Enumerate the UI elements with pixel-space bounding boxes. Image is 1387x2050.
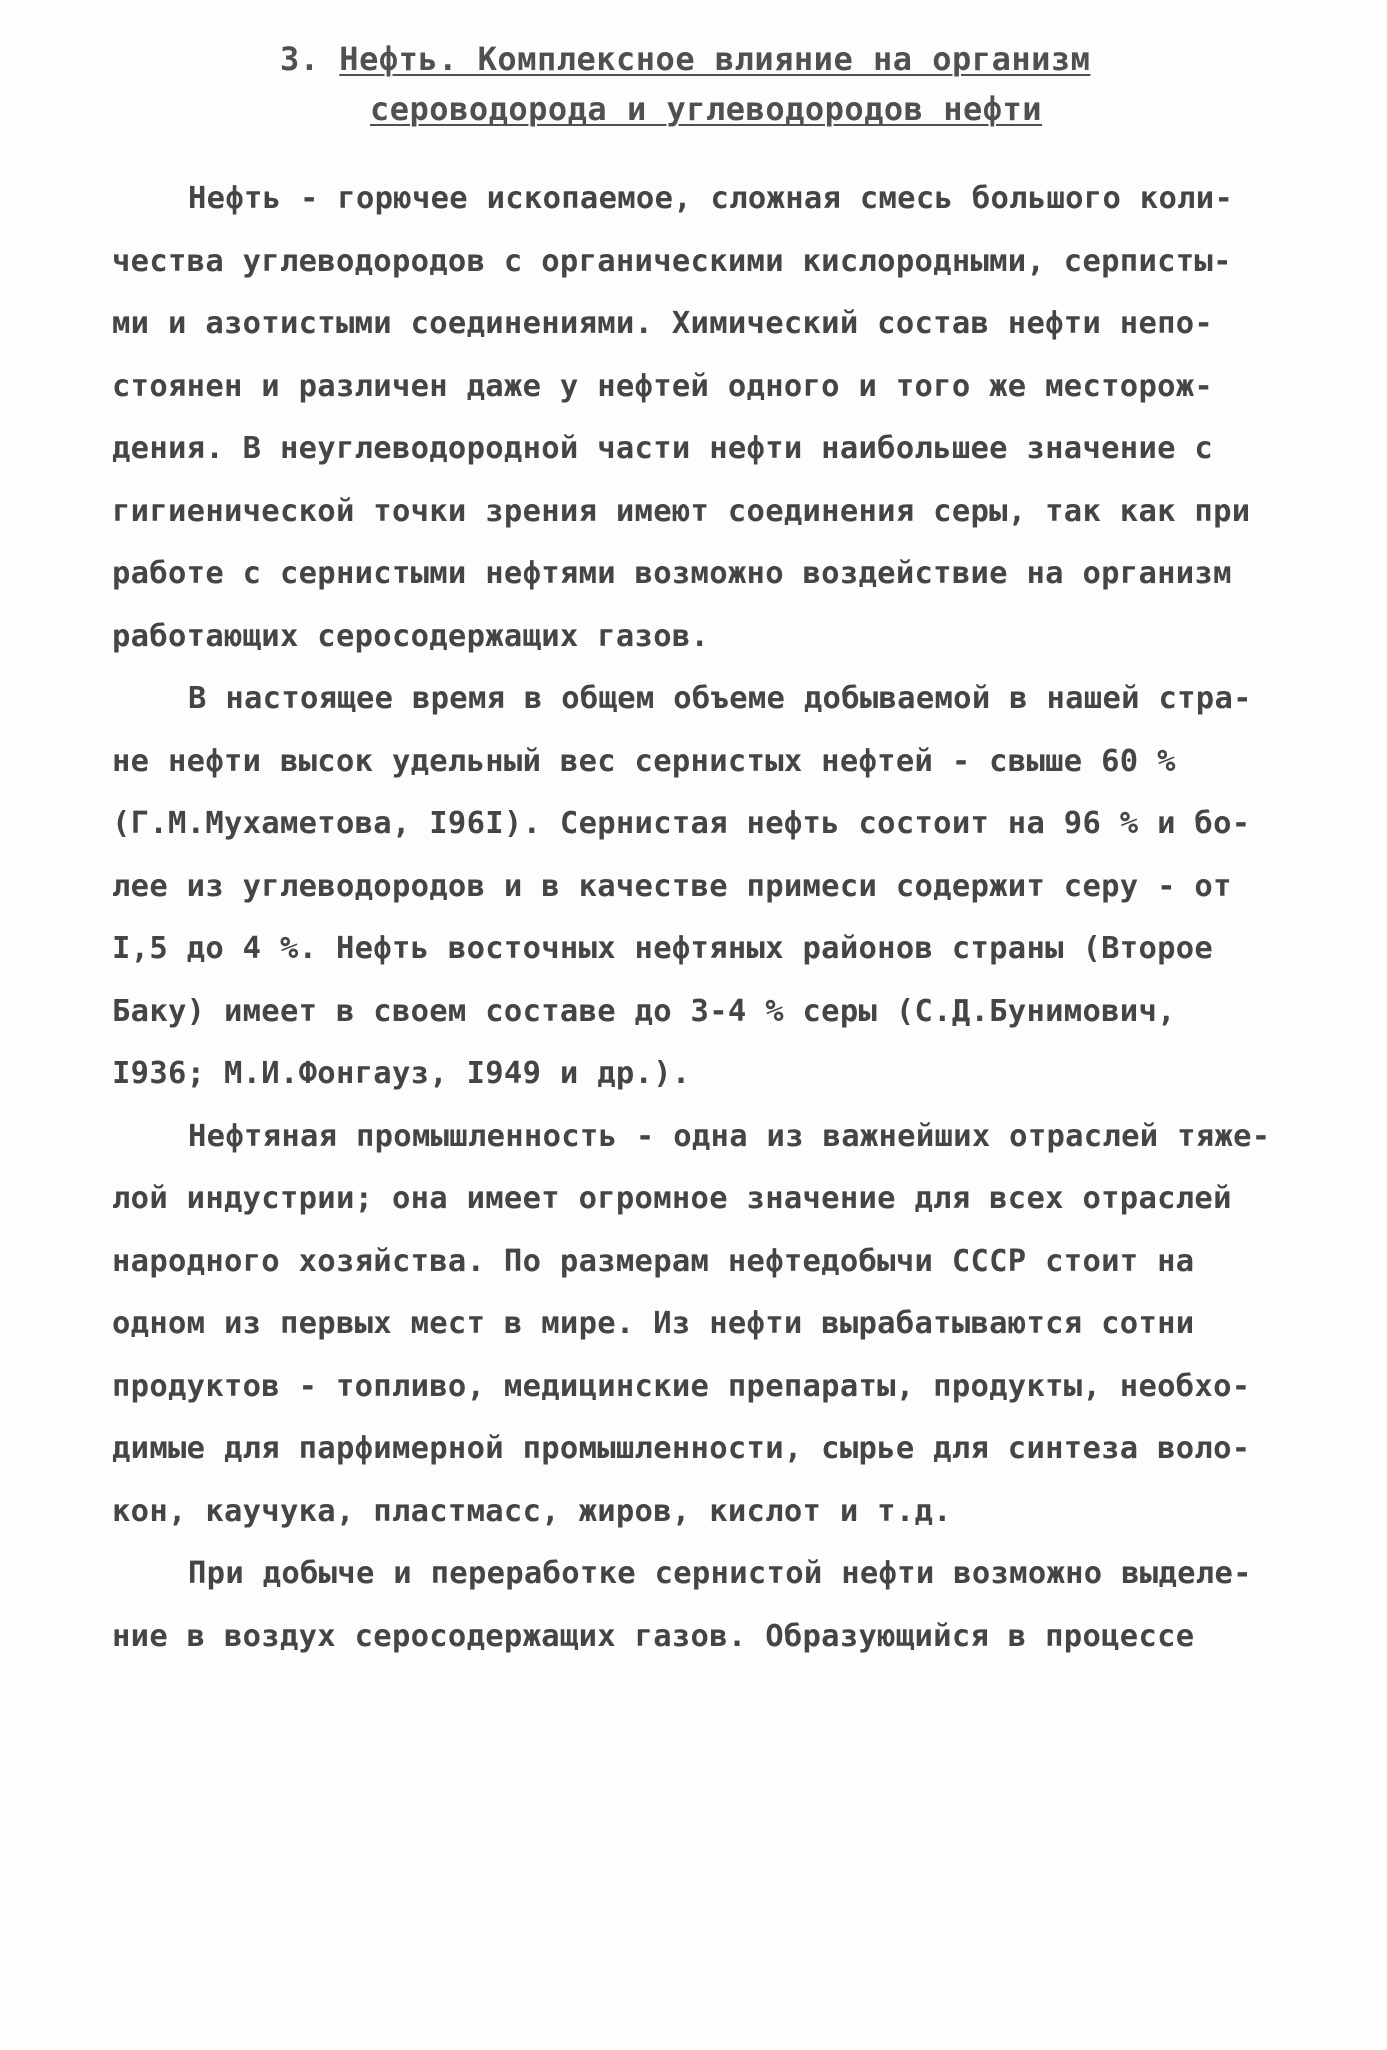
text-line: работающих серосодержащих газов.	[112, 618, 710, 654]
text-line: Баку) имеет в своем составе до 3-4 % серы (С.Д.Бунимович,	[112, 993, 1176, 1029]
text-line: лее из углеводородов и в качестве примеси содержит серу - от	[112, 868, 1232, 904]
paragraph-1	[112, 168, 1272, 668]
paragraph-2	[112, 668, 1272, 1106]
text-line: народного хозяйства. По размерам нефтедобычи СССР стоит на	[112, 1243, 1195, 1279]
text-line: В настоящее время в общем объеме добываемой в нашей стра-	[188, 681, 1252, 716]
text-line: продуктов - топливо, медицинские препараты, продукты, необхо-	[112, 1368, 1251, 1404]
text-line: димые для парфимерной промышленности, сырье для синтеза воло-	[112, 1431, 1251, 1466]
text-line: Нефть - горючее ископаемое, сложная смесь большого коли-	[188, 181, 1234, 216]
text-line: лой индустрии; она имеет огромное значение для всех отраслей	[112, 1181, 1232, 1216]
text-line: дения. В неуглеводородной части нефти наибольшее значение с	[112, 431, 1214, 466]
body-text	[112, 168, 1272, 1668]
text-line: ние в воздух серосодержащих газов. Образующийся в процессе	[112, 1618, 1195, 1654]
text-line: Нефтяная промышленность - одна из важнейших отраслей тяже-	[188, 1118, 1271, 1154]
text-line: I,5 до 4 %. Нефть восточных нефтяных районов страны (Второе	[112, 931, 1214, 966]
heading-title-part-1: Нефть. Комплексное влияние на организм	[339, 40, 1091, 78]
heading-title-part-2: сероводорода и углеводородов нефти	[370, 90, 1043, 128]
paragraph-3	[112, 1106, 1272, 1544]
heading-line-1	[240, 34, 1120, 84]
text-line: работе с сернистыми нефтями возможно воздействие на организм	[112, 556, 1232, 591]
text-line: чества углеводородов с органическими кислородными, серписты-	[112, 243, 1232, 279]
heading-line-2	[240, 84, 1120, 134]
text-line: (Г.М.Мухаметова, I96I). Сернистая нефть состоит на 96 % и бо-	[112, 806, 1251, 841]
text-line: При добыче и переработке сернистой нефти возможно выделе-	[188, 1556, 1252, 1591]
text-line: стоянен и различен даже у нефтей одного и того же месторож-	[112, 368, 1214, 404]
text-line: ми и азотистыми соединениями. Химический состав нефти непо-	[112, 306, 1214, 341]
section-heading	[240, 34, 1120, 134]
text-line: кон, каучука, пластмасс, жиров, кислот и т.д.	[112, 1493, 952, 1529]
text-line: I936; М.И.Фонгауз, I949 и др.).	[112, 1056, 691, 1091]
text-line: не нефти высок удельный вес сернистых нефтей - свыше 60 %	[112, 743, 1176, 779]
text-line: одном из первых мест в мире. Из нефти вырабатываются сотни	[112, 1306, 1195, 1341]
heading-number: 3.	[280, 40, 320, 78]
paragraph-4	[112, 1543, 1272, 1668]
text-line: гигиенической точки зрения имеют соединения серы, так как при	[112, 493, 1251, 529]
